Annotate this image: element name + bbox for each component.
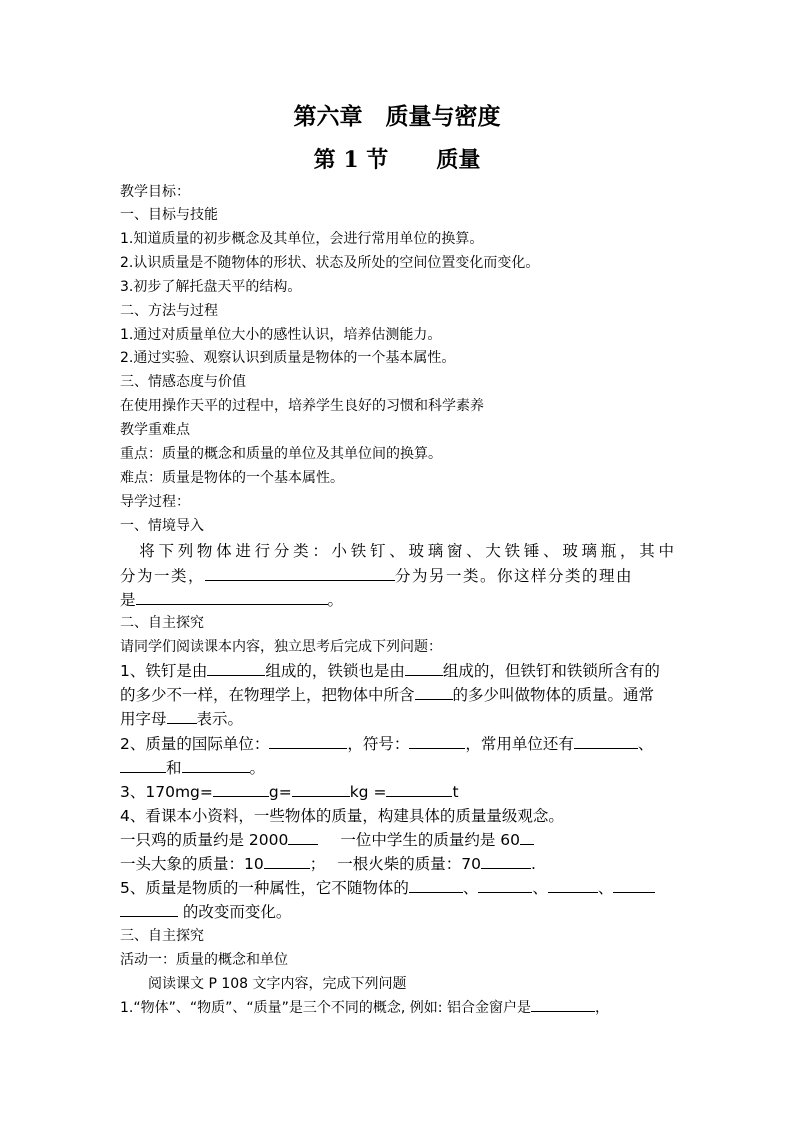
question-2-line-2 <box>120 757 676 779</box>
text-line: 教学目标： <box>120 184 190 200</box>
text-span: 3、170mg= <box>120 783 213 801</box>
text-span: 分为另一类。你这样分类的理由 <box>395 567 634 585</box>
question-5-line-1 <box>120 877 676 899</box>
answer-blank[interactable] <box>182 758 250 773</box>
text-line: 阅读课文 P 108 文字内容，完成下列问题 <box>120 976 407 992</box>
text-line: 难点：质量是物体的一个基本属性。 <box>120 470 344 486</box>
text-span: 组成的，但铁钉和铁锁所含有的 <box>442 662 660 680</box>
text-span: 、 <box>532 879 548 897</box>
question-line <box>120 997 680 1019</box>
text-span: 的多少不一样，在物理学上，把物体中所含 <box>120 686 415 704</box>
text-line: 3.初步了解托盘天平的结构。 <box>120 279 302 295</box>
answer-blank[interactable] <box>269 734 347 749</box>
text-line: 一、目标与技能 <box>120 207 218 223</box>
answer-blank[interactable] <box>548 878 598 893</box>
text-span: 。 <box>327 591 344 609</box>
text-span: 、 <box>597 879 614 897</box>
question-1-line-3 <box>120 708 676 730</box>
activity-heading: 活动一：质量的概念和单位 <box>120 952 288 968</box>
text-span: 和 <box>166 759 182 777</box>
text-span: g= <box>268 783 292 801</box>
answer-blank[interactable] <box>520 830 534 845</box>
answer-blank[interactable] <box>120 902 178 917</box>
question-1-line-2 <box>120 684 676 706</box>
text-span: 表示。 <box>196 710 244 728</box>
text-span: 一只鸡的质量约是 2000 <box>120 831 289 849</box>
answer-blank[interactable] <box>415 685 453 700</box>
answer-blank[interactable] <box>288 830 318 845</box>
text-span: 1、铁钉是由 <box>120 662 208 680</box>
answer-blank[interactable] <box>136 590 328 605</box>
question-5-line-2 <box>120 901 676 923</box>
intro-line-2 <box>120 565 676 587</box>
text-span: 用字母 <box>120 710 167 728</box>
text-span: 的改变而变化。 <box>178 903 292 921</box>
text-span: ，常用单位还有 <box>465 735 574 753</box>
answer-blank[interactable] <box>120 758 166 773</box>
text-span: kg = <box>349 783 387 801</box>
text-span: . <box>530 855 536 873</box>
text-line: 一、情境导入 <box>120 518 204 534</box>
text-span: 一位中学生的质量约是 60 <box>340 831 521 849</box>
text-line: 1.通过对质量单位大小的感性认识，培养估测能力。 <box>120 327 442 343</box>
answer-blank[interactable] <box>167 709 197 724</box>
text-line: 请同学们阅读课本内容，独立思考后完成下列问题： <box>120 639 442 655</box>
text-line: 三、情感态度与价值 <box>120 374 246 390</box>
text-line: 教学重难点 <box>120 422 190 438</box>
question-3 <box>120 781 676 803</box>
text-span: 组成的，铁锁也是由 <box>265 662 405 680</box>
answer-blank[interactable] <box>613 878 655 893</box>
question-4: 4、看课本小资料，一些物体的质量，构建具体的质量量级观念。 <box>120 807 564 825</box>
text-span: ； <box>309 855 326 873</box>
answer-blank[interactable] <box>207 661 265 676</box>
chapter-title: 第六章 质量与密度 <box>293 103 501 130</box>
text-span: 。 <box>249 759 266 777</box>
answer-blank[interactable] <box>409 734 465 749</box>
text-span: 一根火柴的质量：70 <box>337 855 481 873</box>
answer-blank[interactable] <box>264 854 310 869</box>
section-number: 第 1 节 <box>313 147 389 173</box>
text-span: t <box>452 783 459 801</box>
text-span: 、 <box>462 879 479 897</box>
question-4-example-1 <box>120 829 676 851</box>
text-line: 导学过程： <box>120 494 190 510</box>
answer-blank[interactable] <box>531 997 595 1012</box>
answer-blank[interactable] <box>574 734 638 749</box>
intro-line-3 <box>120 589 676 611</box>
answer-blank[interactable] <box>205 566 395 581</box>
text-span: ， <box>594 1000 609 1016</box>
text-line: 在使用操作天平的过程中，培养学生良好的习惯和科学素养 <box>120 398 484 414</box>
text-line: 2.认识质量是不随物体的形状、状态及所处的空间位置变化而变化。 <box>120 255 540 271</box>
text-line: 重点：质量的概念和质量的单位及其单位间的换算。 <box>120 446 442 462</box>
text-span: ，符号： <box>347 735 410 753</box>
question-4-example-2 <box>120 853 676 875</box>
section-name: 质量 <box>436 147 481 173</box>
answer-blank[interactable] <box>386 782 452 797</box>
text-span: 、 <box>637 735 654 753</box>
section-heading: 三、自主探究 <box>120 928 204 944</box>
answer-blank[interactable] <box>292 782 350 797</box>
text-span: 分为一类， <box>120 567 206 585</box>
question-2-line-1 <box>120 733 676 755</box>
text-line: 2.通过实验、观察认识到质量是物体的一个基本属性。 <box>120 350 456 366</box>
answer-blank[interactable] <box>478 878 532 893</box>
text-span: 5、质量是物质的一种属性，它不随物体的 <box>120 879 409 897</box>
text-line: 1.知道质量的初步概念及其单位，会进行常用单位的换算。 <box>120 231 484 247</box>
intro-line-1: 将下列物体进行分类：小铁钉、玻璃窗、大铁锤、玻璃瓶，其中 <box>120 542 676 560</box>
answer-blank[interactable] <box>213 782 269 797</box>
question-1-line-1 <box>120 660 676 682</box>
text-span: 的多少叫做物体的质量。通常 <box>452 686 655 704</box>
section-title <box>0 145 794 175</box>
text-span: 一头大象的质量：10 <box>120 855 264 873</box>
text-span: 2、质量的国际单位： <box>120 735 270 753</box>
answer-blank[interactable] <box>409 878 463 893</box>
section-heading: 二、自主探究 <box>120 615 204 631</box>
text-line: 二、方法与过程 <box>120 303 218 319</box>
answer-blank[interactable] <box>405 661 443 676</box>
answer-blank[interactable] <box>481 854 531 869</box>
text-span: 1.“物体”、“物质”、“质量”是三个不同的概念, 例如: 铝合金窗户是 <box>120 1000 531 1016</box>
text-span: 是 <box>120 591 136 609</box>
